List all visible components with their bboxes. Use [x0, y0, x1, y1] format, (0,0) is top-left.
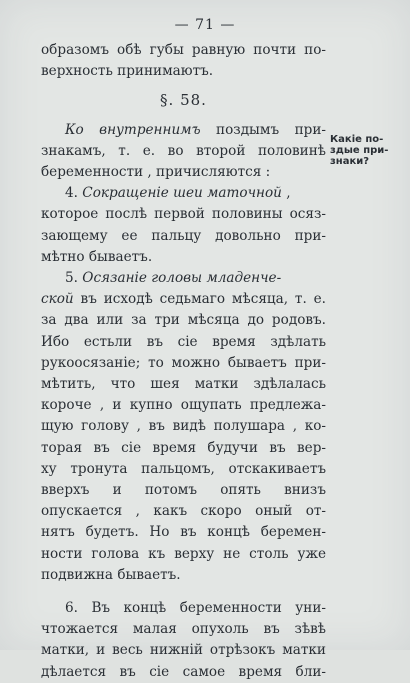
- text-line: подвижна бываетъ.: [41, 566, 181, 583]
- paragraph-item-6: [41, 598, 326, 683]
- text-line: за два или за три мѣсяца до родовъ.: [41, 312, 326, 329]
- text-line: короче , и купно ощупать предлежа-: [41, 397, 326, 414]
- text-line: нятъ будетъ. Но въ концѣ беремен-: [41, 524, 326, 541]
- body-text: [41, 40, 326, 683]
- text-line: Ко внутреннимъ поздымъ при-: [65, 121, 326, 138]
- text-line: мѣтить, что шея матки здѣлалась: [41, 376, 326, 393]
- text-line: матки, и весь нижній отрѣзокъ матки: [41, 642, 326, 659]
- text-line: верхность принимаютъ.: [41, 63, 214, 80]
- text-line: 4. Сокращеніе шеи маточной ,: [65, 185, 291, 202]
- text-line: 5. Осязаніе головы младенче-: [65, 270, 282, 287]
- text-line: опускается , какъ скоро оный от-: [41, 503, 326, 520]
- text-line: торая въ сіе время будучи въ вер-: [41, 439, 326, 456]
- text-line: зающему ее пальцу довольно при-: [41, 227, 326, 244]
- text-line: образомъ обѣ губы равную почти по-: [41, 42, 326, 58]
- text-line: дѣлается въ сіе самое время бли-: [41, 663, 326, 680]
- text-line: беременности , причисляются :: [41, 164, 271, 181]
- text-line: знакамъ, т. е. во второй половинѣ: [41, 142, 326, 159]
- text-line: ской въ исходѣ седьмаго мѣсяца, т. е.: [41, 291, 326, 308]
- text-line: ху тронута пальцомъ, отскакиваетъ: [41, 460, 326, 477]
- margin-note-line: знаки?: [330, 156, 370, 167]
- section-heading: §. 58.: [160, 91, 207, 110]
- italic-term: ской: [41, 291, 74, 308]
- text-line: чтожается малая опухоль въ зѣвѣ: [41, 621, 326, 638]
- italic-term: Ко внутреннимъ: [65, 121, 201, 138]
- text-line: щую голову , въ видѣ полушара , ко-: [41, 418, 326, 435]
- text-line: которое послѣ первой половины осяз-: [41, 206, 326, 223]
- text-line: рукоосязаніе; то можно бываетъ при-: [41, 354, 326, 371]
- text-line: мѣтно бываетъ.: [41, 248, 153, 265]
- text-line: Ибо естьли въ сіе время здѣлать: [41, 333, 326, 350]
- margin-note-line: Какіе по-: [330, 134, 384, 145]
- margin-note-line: здые при-: [330, 145, 389, 156]
- text-line: вверхъ и потомъ опять внизъ: [41, 482, 326, 499]
- italic-term: Сокращеніе шеи маточной: [82, 185, 282, 202]
- paragraph-item-4: [41, 183, 326, 268]
- margin-note: [330, 134, 402, 167]
- page-number: — 71 —: [174, 17, 236, 33]
- paragraph-internal-signs: [41, 120, 326, 184]
- italic-term: Осязаніе головы младенче-: [82, 270, 282, 287]
- text-line: 6. Въ концѣ беременности уни-: [65, 600, 326, 617]
- text-line: ности голова къ верху не столь уже: [41, 545, 326, 562]
- paragraph-item-5: [41, 268, 326, 586]
